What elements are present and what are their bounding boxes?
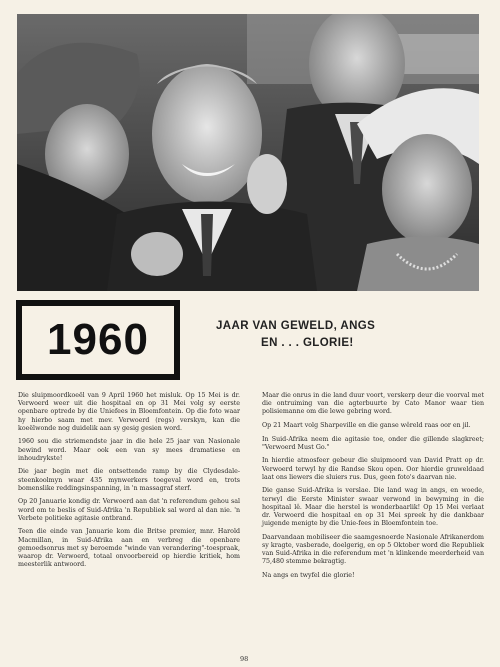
paragraph: In hierdie atmosfeer gebeur die sluipmoord van David Pratt op dr. Verwoerd terwyl hy die Randse Skou open. Oor hierdie gruweldaad laat ons liewers die sluiers rus. Dus, geen foto's daarvan nie. [262,457,484,481]
paragraph: Na angs en twyfel die glorie! [262,572,355,579]
paragraph: Die sluipmoordkoeël van 9 April 1960 het misluk. Op 15 Mei is dr. Verwoerd weer uit die hospitaal en op 31 Mei volg sy eerste openbare optrede by die Uniefees in Bloemfontein. Op die foto waar hy hierbo saam met mev. Verwoerd (regs) verskyn, kan die koeëlwonde nog duidelik aan sy gesig gesien word. [18,392,240,432]
year-label: 1960 [47,315,149,364]
news-photo [17,14,479,291]
year-box [16,300,180,380]
headline-line-1: JAAR VAN GEWELD, ANGS [216,320,376,332]
paragraph: Maar die onrus in die land duur voort, verskerp deur die voorval met die ontruiming van die agterbuurte by Cato Manor waar tien polisiemanne om die lewe gebring word. [262,392,484,416]
paragraph: Op 21 Maart volg Sharpeville en die ganse wêreld raas oor en jil. [262,422,471,429]
paragraph: Daarvandaan mobiliseer die saamgesnoerde Nasionale Afrikanerdom sy kragte, vasberade, doelgerig, en op 5 Oktober word die Republiek van Suid-Afrika in die referendum met 'n klinkende meerderheid van 75,480 stemme bekragtig. [262,533,484,566]
article-headline [216,318,486,352]
paragraph: Op 20 Januarie kondig dr. Verwoerd aan dat 'n referendum gehou sal word om te beslis of Suid-Afrika 'n Republiek sal word al dan nie. 'n Verbete politieke agitasie ontbrand. [18,498,240,522]
paragraph: Die ganse Suid-Afrika is verslae. Die land wag in angs, en woede, terwyl die Eerste Minister swaar verwond in bewyming in die hospitaal lê. Maar die herstel is wonderbaarlik! Op 15 Mei verlaat dr. Verwoerd die hospitaal en op 31 Mei spreek hy die dankbaar juigende menigte by die Unie-fees in Bloemfontein toe. [262,487,484,528]
year-box-inner [22,306,174,374]
paragraph: In Suid-Afrika neem die agitasie toe, onder die gillende slagkreet; "Verwoerd Must Go." [262,435,484,451]
page-number: 98 [240,655,249,663]
photo-illustration [17,14,479,291]
left-column [18,392,240,575]
headline-line-2: EN . . . GLORIE! [261,337,354,349]
paragraph: Die jaar begin met die ontsettende ramp by die Clydesdale-steenkoolmyn waar 435 mynwerkers toegeval word en, trots bomenslike reddingsinspanning, in 'n massagraf sterf. [18,468,240,492]
right-column [262,392,484,586]
paragraph: Teen die einde van Januarie kom die Britse premier, mnr. Harold Macmillan, in Suid-Afrika aan en verbreg die openbare gemoedsonrus met sy beroemde "winde van verandering"-toespraak, waarop dr. Verwoerd, totaal onvoorbereid op hierdie kritiek, hom meesterlik antwoord. [18,528,240,569]
paragraph: 1960 sou die striemendste jaar in die hele 25 jaar van Nasionale bewind word. Maar ook een van sy mees dramatiese en inhoudrykste! [18,438,240,462]
